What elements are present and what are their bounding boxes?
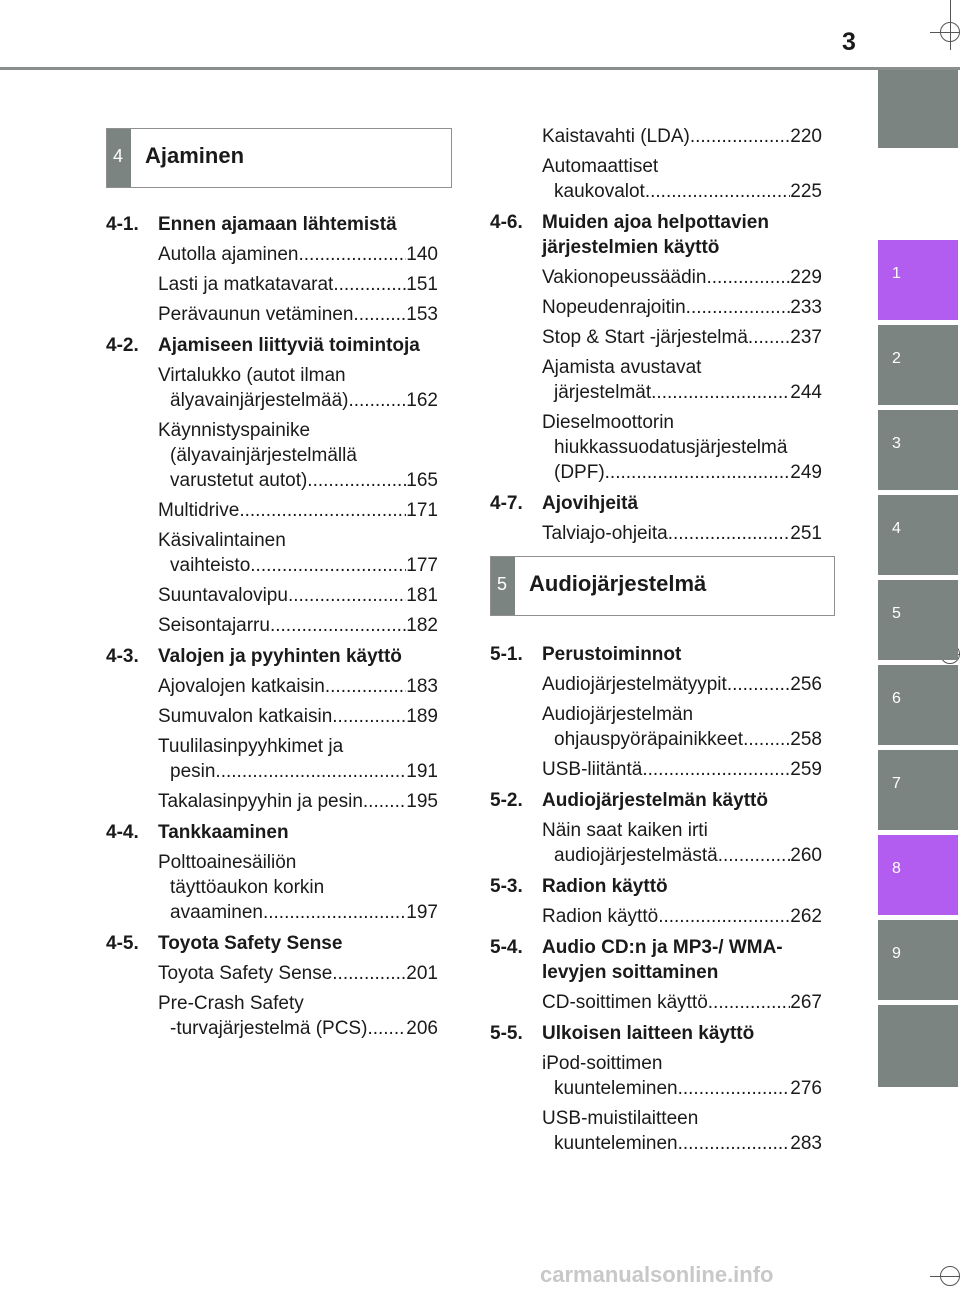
toc-subsection-heading[interactable] [106,820,438,845]
chapter-tab-label: 5 [892,605,901,622]
toc-entry-text: -turvajärjestelmä (PCS) [170,1018,368,1039]
subsection-title: Radion käyttö [542,876,668,897]
toc-entry-text: Virtalukko (autot ilman [158,365,346,386]
toc-entry-text: vaihteisto [170,555,251,576]
toc-entry[interactable] [106,674,438,699]
dot-leader [239,498,406,523]
chapter-tab-9[interactable] [878,920,958,1000]
subsection-title: Perustoiminnot [542,644,682,665]
page-ref: 233 [790,297,822,318]
dot-leader [748,325,790,350]
chapter-tab-label: 2 [892,350,901,367]
toc-entry[interactable] [490,818,822,868]
page-ref: 201 [406,963,438,984]
toc-entry-text: kuunteleminen [554,1133,678,1154]
toc-entry-text: avaaminen [170,902,263,923]
page-ref: 251 [790,523,822,544]
subsection-title: Audiojärjestelmän käyttö [542,790,768,811]
toc-group [490,1021,822,1156]
toc-group [490,642,822,782]
toc-entry-text: Dieselmoottorin [542,412,674,433]
chapter-tab-7[interactable] [878,750,958,830]
dot-leader [686,295,791,320]
section-number-badge [491,557,515,615]
page-ref: 229 [790,267,822,288]
dot-leader [658,904,790,929]
dot-leader [706,265,790,290]
page-ref: 249 [790,462,822,483]
toc-entry-text: (DPF) [554,462,605,483]
toc-subsection-heading[interactable] [106,212,438,237]
toc-entry-text: pesin [170,761,216,782]
toc-entry[interactable] [106,242,438,267]
toc-left-column [106,212,438,1041]
toc-entry[interactable] [490,325,822,350]
toc-entry-text: Stop & Start -järjestelmä [542,327,748,348]
toc-entry[interactable] [490,154,822,204]
page-ref: 237 [790,327,822,348]
toc-group [490,935,822,1015]
toc-entry-text: USB-liitäntä [542,759,643,780]
toc-subsection-heading[interactable] [490,642,822,667]
toc-entry-text: audiojärjestelmästä [554,845,718,866]
dot-leader [215,759,406,784]
chapter-tab-8[interactable] [878,835,958,915]
toc-entry-text: Vakionopeussäädin [542,267,707,288]
toc-entry-text: Suuntavalovipu [158,585,288,606]
toc-entry-text: kaukovalot [554,181,645,202]
toc-right-column-continued [490,124,822,546]
toc-entry[interactable] [106,789,438,814]
subsection-title: Valojen ja pyyhinten käyttö [158,646,402,667]
page-ref: 189 [406,706,438,727]
dot-leader [678,1131,791,1156]
toc-subsection-heading[interactable] [490,788,822,813]
subsection-code: 5-2. [490,790,523,811]
toc-subsection-heading[interactable] [490,491,822,516]
subsection-code: 5-4. [490,937,523,958]
dot-leader [363,789,406,814]
toc-group [490,788,822,868]
page-ref: 206 [406,1018,438,1039]
toc-entry[interactable] [490,1106,822,1156]
dot-leader [325,674,406,699]
dot-leader [250,553,406,578]
chapter-tab-5[interactable] [878,580,958,660]
dot-leader [690,124,790,149]
toc-entry-text: varustetut autot) [170,470,308,491]
toc-entry[interactable] [106,418,438,493]
dot-leader [743,727,790,752]
page-ref: 153 [406,304,438,325]
dot-leader [718,843,791,868]
subsection-code: 4-5. [106,933,139,954]
chapter-tab-2[interactable] [878,325,958,405]
chapter-tab-label: 6 [892,690,901,707]
toc-entry[interactable] [106,302,438,327]
section-header-4 [106,128,452,188]
toc-entry-text: Käsivalintainen [158,530,286,551]
dot-leader [727,672,790,697]
page-ref: 262 [790,906,822,927]
toc-group [106,931,438,1041]
page-ref: 165 [406,470,438,491]
toc-entry-text: Ajamista avustavat [542,357,702,378]
subsection-code: 5-3. [490,876,523,897]
toc-entry[interactable] [490,757,822,782]
page-number: 3 [842,28,856,56]
dot-leader [651,380,790,405]
section-number: 5 [497,574,508,594]
page-ref: 225 [790,181,822,202]
subsection-code: 4-3. [106,646,139,667]
toc-entry-text: kuunteleminen [554,1078,678,1099]
toc-entry[interactable] [490,265,822,290]
dot-leader [332,704,406,729]
chapter-tab-blank[interactable] [878,70,958,148]
crop-mark [940,22,960,42]
subsection-title: Muiden ajoa helpottavien järjestelmien käyttö [542,212,769,258]
toc-entry[interactable] [490,904,822,929]
toc-entry-text: Radion käyttö [542,906,659,927]
toc-entry[interactable] [490,521,822,546]
toc-subsection-heading[interactable] [490,935,822,985]
subsection-code: 4-4. [106,822,139,843]
chapter-tab-label: 4 [892,520,901,537]
dot-leader [642,757,790,782]
page-ref: 162 [406,390,438,411]
toc-subsection-heading[interactable] [490,1021,822,1046]
toc-entry-text: iPod-soittimen [542,1053,663,1074]
dot-leader [348,388,406,413]
page-ref: 267 [790,992,822,1013]
toc-entry-text: Takalasinpyyhin ja pesin [158,791,363,812]
page-ref: 276 [790,1078,822,1099]
section-title: Audiojärjestelmä [529,571,707,596]
toc-entry-text: Ajovalojen katkaisin [158,676,325,697]
header-rule [0,67,960,70]
section-title: Ajaminen [145,143,245,168]
toc-entry-text: Nopeudenrajoitin [542,297,686,318]
toc-subsection-heading[interactable] [106,931,438,956]
subsection-title: Audio CD:n ja MP3-/ WMA-levyjen soittaminen [542,937,783,983]
page-ref: 244 [790,382,822,403]
toc-entry[interactable] [490,702,822,752]
toc-entry[interactable] [490,410,822,485]
toc-entry-text: ohjauspyöräpainikkeet [554,729,744,750]
toc-entry-text: järjestelmät [554,382,652,403]
toc-entry-text: Perävaunun vetäminen [158,304,354,325]
toc-group [490,491,822,546]
subsection-title: Ennen ajamaan lähtemistä [158,214,397,235]
page-ref: 220 [790,126,822,147]
page-ref: 259 [790,759,822,780]
subsection-title: Tankkaaminen [158,822,289,843]
toc-entry-text: Audiojärjestelmätyypit [542,674,727,695]
page-ref: 177 [406,555,438,576]
chapter-tab-label: 1 [892,265,901,282]
toc-entry-text: Lasti ja matkatavarat [158,274,334,295]
toc-entry-text: Tuulilasinpyyhkimet ja [158,736,344,757]
chapter-tab-4[interactable] [878,495,958,575]
chapter-tab-label: 9 [892,945,901,962]
toc-group [106,333,438,638]
subsection-code: 4-1. [106,214,139,235]
toc-entry-text: USB-muistilaitteen [542,1108,699,1129]
page-ref: 283 [790,1133,822,1154]
toc-entry[interactable] [490,990,822,1015]
page-ref: 182 [406,615,438,636]
toc-group [106,820,438,925]
chapter-tab-6[interactable] [878,665,958,745]
toc-entry[interactable] [490,295,822,320]
page-ref: 197 [406,902,438,923]
subsection-title: Toyota Safety Sense [158,933,343,954]
toc-entry-text: Polttoainesäiliön [158,852,297,873]
toc-entry-text: Autolla ajaminen [158,244,299,265]
toc-entry[interactable] [106,583,438,608]
toc-section-5 [490,642,822,1156]
page-ref: 191 [406,761,438,782]
toc-group [490,874,822,929]
toc-entry[interactable] [106,961,438,986]
dot-leader [645,179,790,204]
dot-leader [307,468,406,493]
page-ref: 195 [406,791,438,812]
dot-leader [605,460,791,485]
dot-leader [288,583,406,608]
section-number-badge [107,129,131,187]
subsection-title: Ajamiseen liittyviä toimintoja [158,335,420,356]
section-header-5 [490,556,835,616]
page-ref: 260 [790,845,822,866]
chapter-tab-blank[interactable] [878,1005,958,1087]
toc-entry[interactable] [490,355,822,405]
toc-subsection-heading[interactable] [490,874,822,899]
toc-entry-text: Näin saat kaiken irti [542,820,708,841]
dot-leader [333,272,406,297]
toc-entry[interactable] [106,613,438,638]
dot-leader [367,1016,406,1041]
toc-entry[interactable] [106,498,438,523]
toc-subsection-heading[interactable] [106,333,438,358]
toc-entry-text: Toyota Safety Sense [158,963,333,984]
toc-group [106,644,438,814]
subsection-title: Ulkoisen laitteen käyttö [542,1023,755,1044]
page-ref: 171 [406,500,438,521]
toc-entry-text: Multidrive [158,500,240,521]
toc-entry-text: hiukkassuodatusjärjestelmä [554,437,788,458]
toc-entry[interactable] [106,734,438,784]
toc-entry-text: Audiojärjestelmän [542,704,694,725]
dot-leader [708,990,791,1015]
toc-group [106,212,438,327]
page-ref: 256 [790,674,822,695]
toc-entry-text: Pre-Crash Safety [158,993,304,1014]
section-number: 4 [113,146,124,166]
toc-subsection-heading[interactable] [106,644,438,669]
toc-entry[interactable] [490,124,822,149]
chapter-tab-label: 7 [892,775,901,792]
toc-entry-text: älyavainjärjestelmää) [170,390,349,411]
watermark: carmanualsonline.info [540,1262,774,1287]
page-ref: 151 [406,274,438,295]
subsection-code: 4-2. [106,335,139,356]
page-ref: 181 [406,585,438,606]
dot-leader [298,242,406,267]
toc-entry[interactable] [106,991,438,1041]
chapter-tab-3[interactable] [878,410,958,490]
toc-entry-text: (älyavainjärjestelmällä [170,445,357,466]
crop-mark [940,1266,960,1286]
toc-entry-text: Seisontajarru [158,615,270,636]
page-ref: 183 [406,676,438,697]
toc-entry[interactable] [106,528,438,578]
dot-leader [353,302,406,327]
chapter-tab-label: 8 [892,860,901,877]
toc-entry[interactable] [106,272,438,297]
dot-leader [678,1076,791,1101]
toc-entry-text: Kaistavahti (LDA) [542,126,690,147]
toc-entry[interactable] [106,850,438,925]
toc-entry-text: Sumuvalon katkaisin [158,706,333,727]
toc-entry[interactable] [490,1051,822,1101]
subsection-code: 4-6. [490,212,523,233]
subsection-title: Ajovihjeitä [542,493,639,514]
dot-leader [668,521,791,546]
toc-group [490,210,822,485]
chapter-tab-1[interactable] [878,240,958,320]
subsection-code: 5-1. [490,644,523,665]
dot-leader [332,961,406,986]
toc-entry[interactable] [106,704,438,729]
dot-leader [270,613,406,638]
toc-entry[interactable] [106,363,438,413]
dot-leader [263,900,406,925]
toc-entry-text: Automaattiset [542,156,659,177]
toc-entry-text: CD-soittimen käyttö [542,992,708,1013]
chapter-tab-label: 3 [892,435,901,452]
toc-entry[interactable] [490,672,822,697]
toc-subsection-heading[interactable] [490,210,822,260]
page-ref: 258 [790,729,822,750]
toc-entry-text: täyttöaukon korkin [170,877,325,898]
toc-entry-text: Talviajo-ohjeita [542,523,668,544]
subsection-code: 4-7. [490,493,523,514]
page-ref: 140 [406,244,438,265]
toc-entry-text: Käynnistyspainike [158,420,311,441]
subsection-code: 5-5. [490,1023,523,1044]
